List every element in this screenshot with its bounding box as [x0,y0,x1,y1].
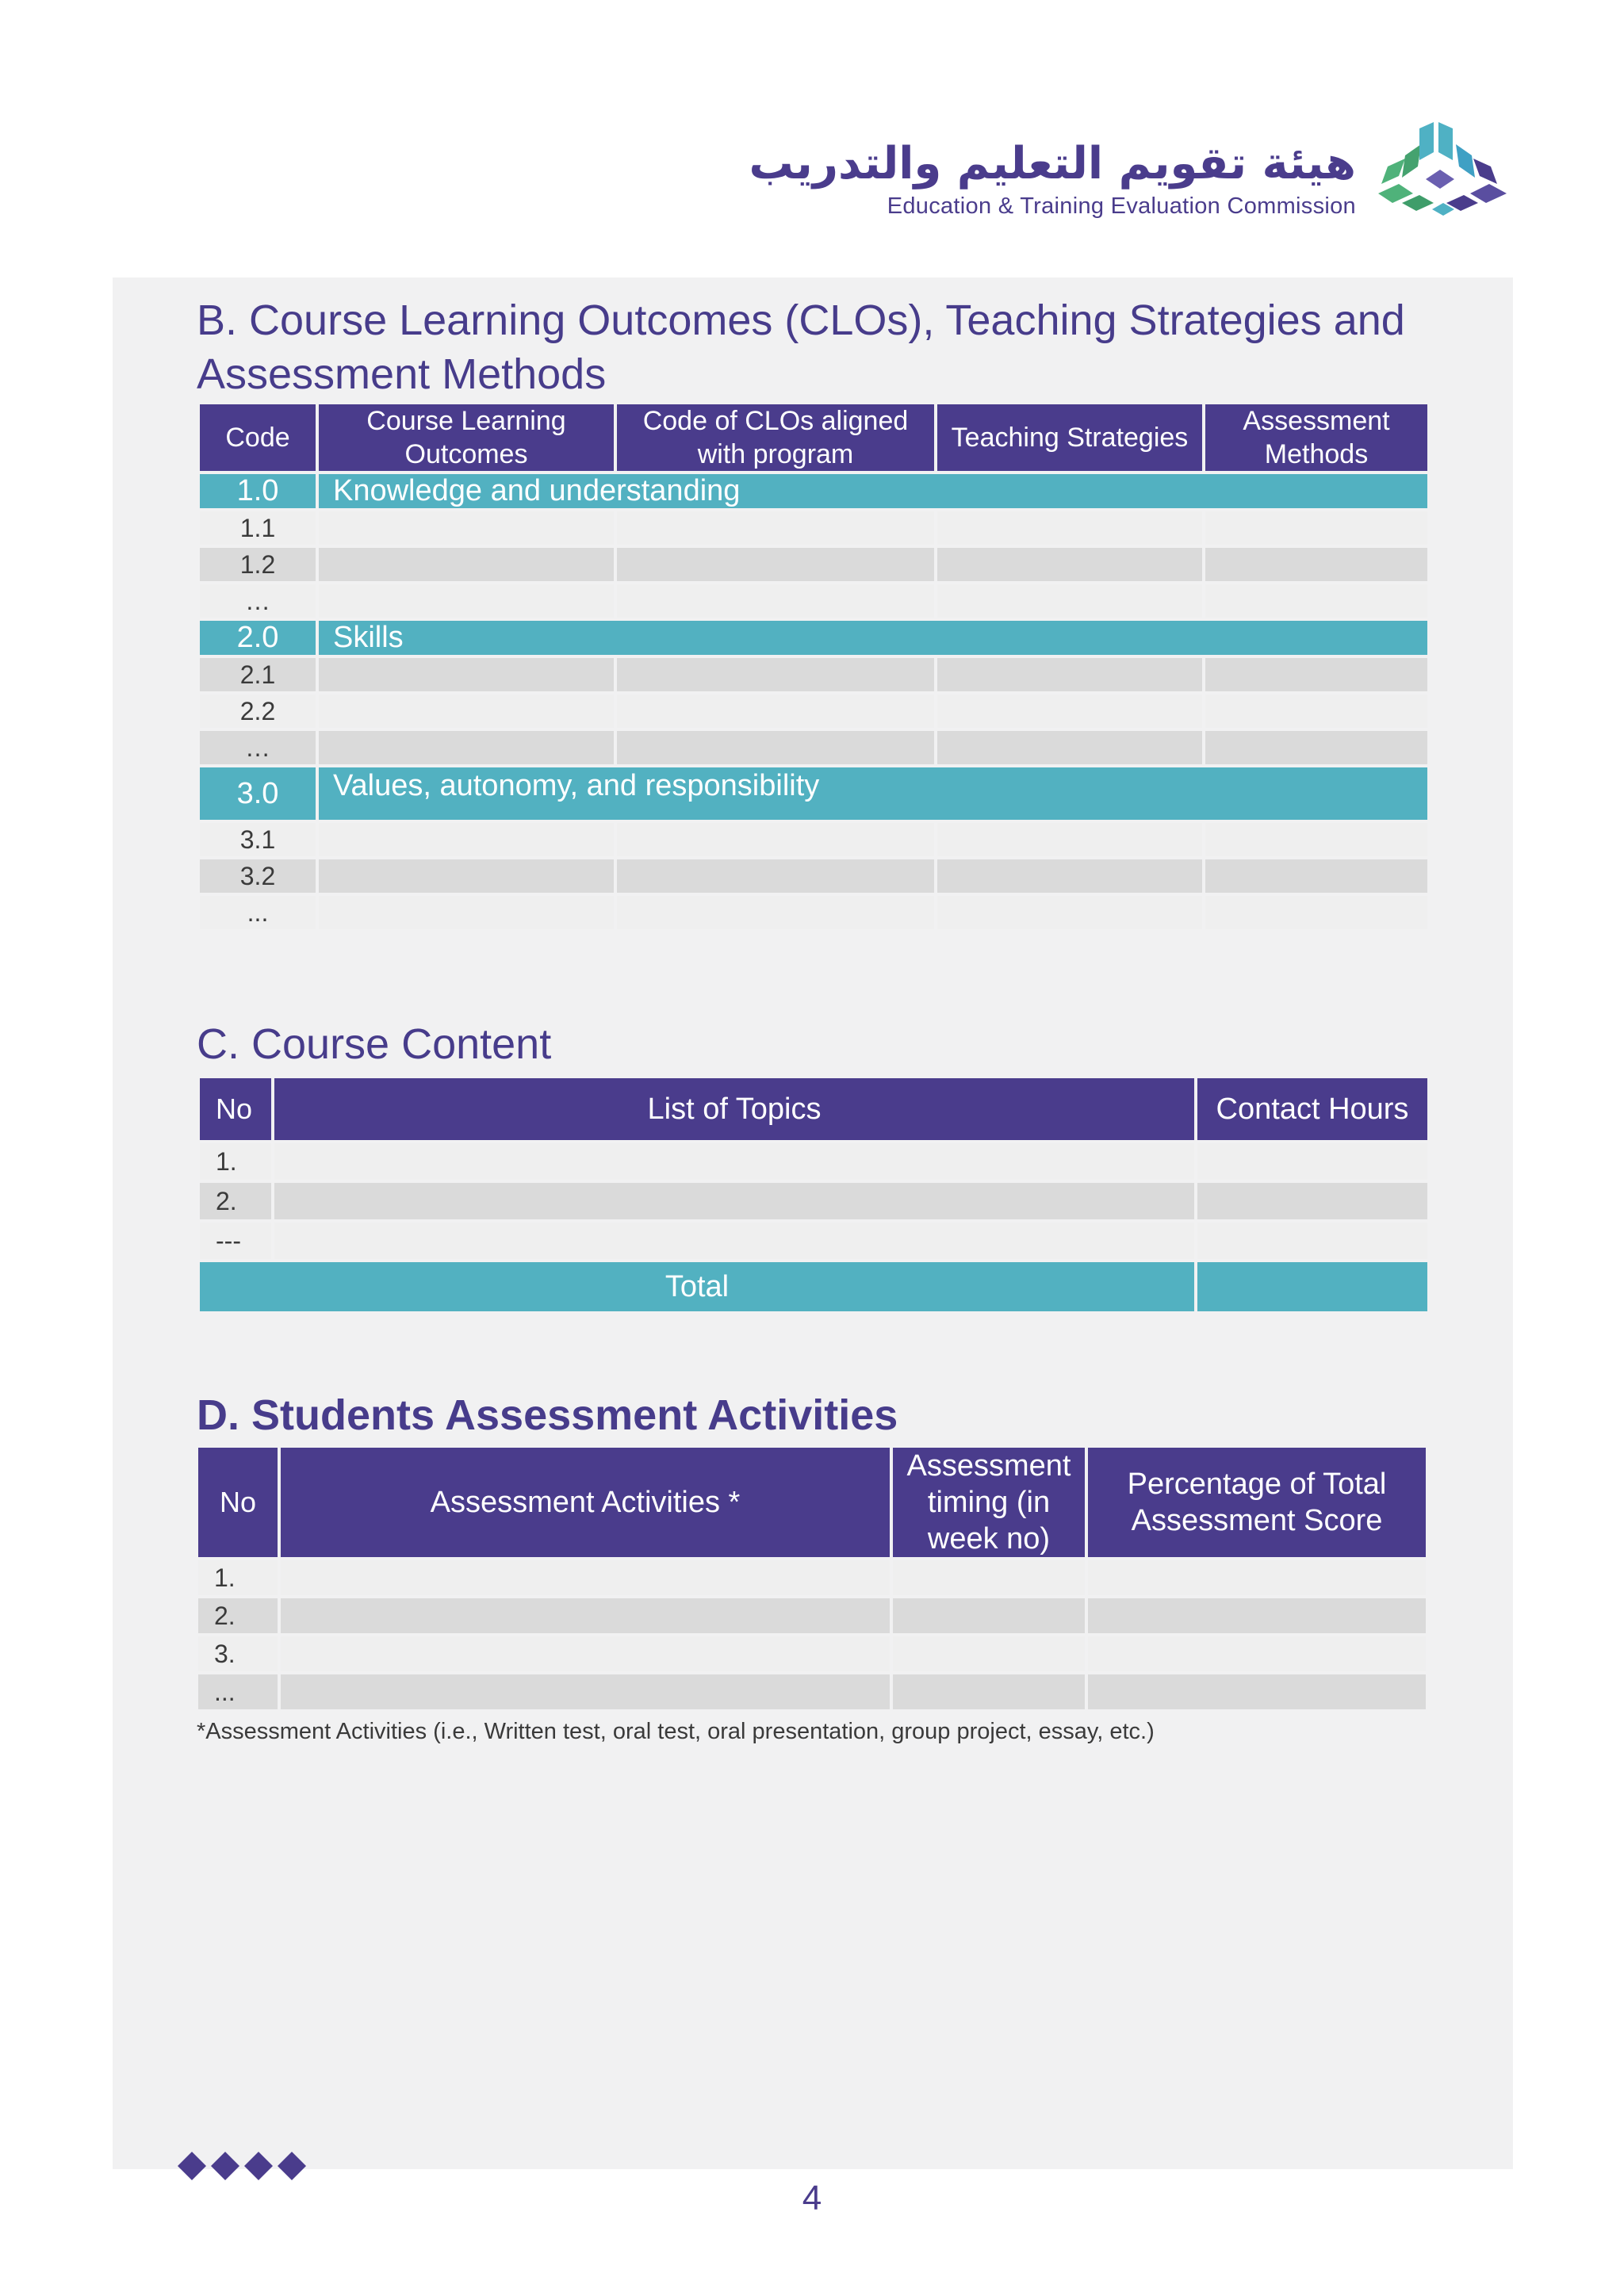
clo-cell[interactable] [319,548,614,581]
assessment-cell[interactable] [1205,896,1427,929]
table-row [200,511,1427,545]
row-number: 1. [200,1143,271,1180]
header-contact-hours: Contact Hours [1197,1078,1427,1140]
header-clo: Course Learning Outcomes [319,404,614,471]
assessment-cell[interactable] [1205,731,1427,764]
header-aligned-code: Code of CLOs aligned with program [617,404,934,471]
clo-cell[interactable] [319,859,614,893]
category-code: 3.0 [200,767,316,820]
aligned-code-cell[interactable] [617,658,934,691]
header-activities: Assessment Activities * [281,1448,890,1557]
total-label: Total [200,1262,1194,1311]
etec-logo [749,121,1513,232]
aligned-code-cell[interactable] [617,896,934,929]
hours-cell[interactable] [1197,1223,1427,1259]
teaching-cell[interactable] [937,548,1202,581]
total-hours-cell[interactable] [1197,1262,1427,1311]
teaching-cell[interactable] [937,731,1202,764]
timing-cell[interactable] [893,1560,1085,1595]
teaching-cell[interactable] [937,511,1202,545]
category-code: 2.0 [200,621,316,655]
table-row [200,658,1427,691]
table-row [198,1636,1426,1671]
header-no: No [198,1448,278,1557]
clo-header-row [200,404,1427,471]
topic-cell[interactable] [274,1143,1194,1180]
clo-table [197,401,1431,932]
clo-cell[interactable] [319,658,614,691]
header-timing: Assessment timing (in week no) [893,1448,1085,1557]
assessment-activities-table [195,1445,1429,1712]
assessment-cell[interactable] [1205,823,1427,856]
table-row [200,548,1427,581]
table-row [200,1223,1427,1259]
clo-cell[interactable] [319,896,614,929]
assessment-header-row [198,1448,1426,1557]
table-row [198,1598,1426,1633]
aligned-code-cell[interactable] [617,823,934,856]
row-code: 1.1 [200,511,316,545]
topic-cell[interactable] [274,1183,1194,1219]
row-code: 2.2 [200,695,316,728]
row-number: ... [198,1674,278,1709]
header-assessment: Assessment Methods [1205,404,1427,471]
assessment-cell[interactable] [1205,695,1427,728]
teaching-cell[interactable] [937,658,1202,691]
assessment-cell[interactable] [1205,658,1427,691]
row-code: 3.2 [200,859,316,893]
table-row [200,695,1427,728]
teaching-cell[interactable] [937,823,1202,856]
etec-leaf-diamonds-icon [1370,121,1513,232]
logo-arabic-text: هيئة تقويم التعليم والتدريب [749,138,1356,189]
category-name: Skills [319,621,1427,655]
category-code: 1.0 [200,474,316,508]
table-row [198,1674,1426,1709]
header-teaching: Teaching Strategies [937,404,1202,471]
table-row [200,731,1427,764]
timing-cell[interactable] [893,1598,1085,1633]
timing-cell[interactable] [893,1674,1085,1709]
section-d-title: D. Students Assessment Activities [197,1391,898,1439]
header-code: Code [200,404,316,471]
course-content-table [197,1075,1431,1314]
assessment-cell[interactable] [1205,584,1427,618]
category-row [200,621,1427,655]
activity-cell[interactable] [281,1598,890,1633]
aligned-code-cell[interactable] [617,548,934,581]
row-code: ... [200,896,316,929]
row-code: 3.1 [200,823,316,856]
hours-cell[interactable] [1197,1183,1427,1219]
table-row [200,823,1427,856]
percentage-cell[interactable] [1088,1674,1426,1709]
aligned-code-cell[interactable] [617,859,934,893]
assessment-cell[interactable] [1205,511,1427,545]
category-row [200,767,1427,820]
four-diamonds-icon [176,2150,311,2182]
table-row [200,1143,1427,1180]
row-number: 1. [198,1560,278,1595]
clo-cell[interactable] [319,695,614,728]
category-row [200,474,1427,508]
row-number: --- [200,1223,271,1259]
teaching-cell[interactable] [937,695,1202,728]
aligned-code-cell[interactable] [617,584,934,618]
table-row [200,896,1427,929]
assessment-footnote: *Assessment Activities (i.e., Written test, oral test, oral presentation, group project, essay, etc.) [197,1719,1155,1744]
table-row [200,859,1427,893]
aligned-code-cell[interactable] [617,511,934,545]
teaching-cell[interactable] [937,896,1202,929]
activity-cell[interactable] [281,1674,890,1709]
activity-cell[interactable] [281,1636,890,1671]
clo-cell[interactable] [319,584,614,618]
table-row [198,1560,1426,1595]
teaching-cell[interactable] [937,859,1202,893]
clo-cell[interactable] [319,511,614,545]
page-number: 4 [802,2179,822,2218]
row-number: 2. [200,1183,271,1219]
row-code: 1.2 [200,548,316,581]
category-name: Values, autonomy, and responsibility [319,767,1427,820]
row-code: 2.1 [200,658,316,691]
header-topics: List of Topics [274,1078,1194,1140]
row-number: 3. [198,1636,278,1671]
section-c-title: C. Course Content [197,1020,552,1068]
activity-cell[interactable] [281,1560,890,1595]
clo-cell[interactable] [319,823,614,856]
clo-cell[interactable] [319,731,614,764]
percentage-cell[interactable] [1088,1636,1426,1671]
header-no: No [200,1078,271,1140]
timing-cell[interactable] [893,1636,1085,1671]
topic-cell[interactable] [274,1223,1194,1259]
row-code: … [200,584,316,618]
logo-english-text: Education & Training Evaluation Commission [887,193,1356,219]
table-row [200,1183,1427,1219]
aligned-code-cell[interactable] [617,731,934,764]
hours-cell[interactable] [1197,1143,1427,1180]
percentage-cell[interactable] [1088,1598,1426,1633]
assessment-cell[interactable] [1205,859,1427,893]
row-number: 2. [198,1598,278,1633]
total-row [200,1262,1427,1311]
assessment-cell[interactable] [1205,548,1427,581]
content-header-row [200,1078,1427,1140]
category-name: Knowledge and understanding [319,474,1427,508]
header-percentage: Percentage of Total Assessment Score [1088,1448,1426,1557]
section-b-title: B. Course Learning Outcomes (CLOs), Teaching Strategies and Assessment Methods [197,297,1405,398]
table-row [200,584,1427,618]
aligned-code-cell[interactable] [617,695,934,728]
percentage-cell[interactable] [1088,1560,1426,1595]
row-code: … [200,731,316,764]
teaching-cell[interactable] [937,584,1202,618]
